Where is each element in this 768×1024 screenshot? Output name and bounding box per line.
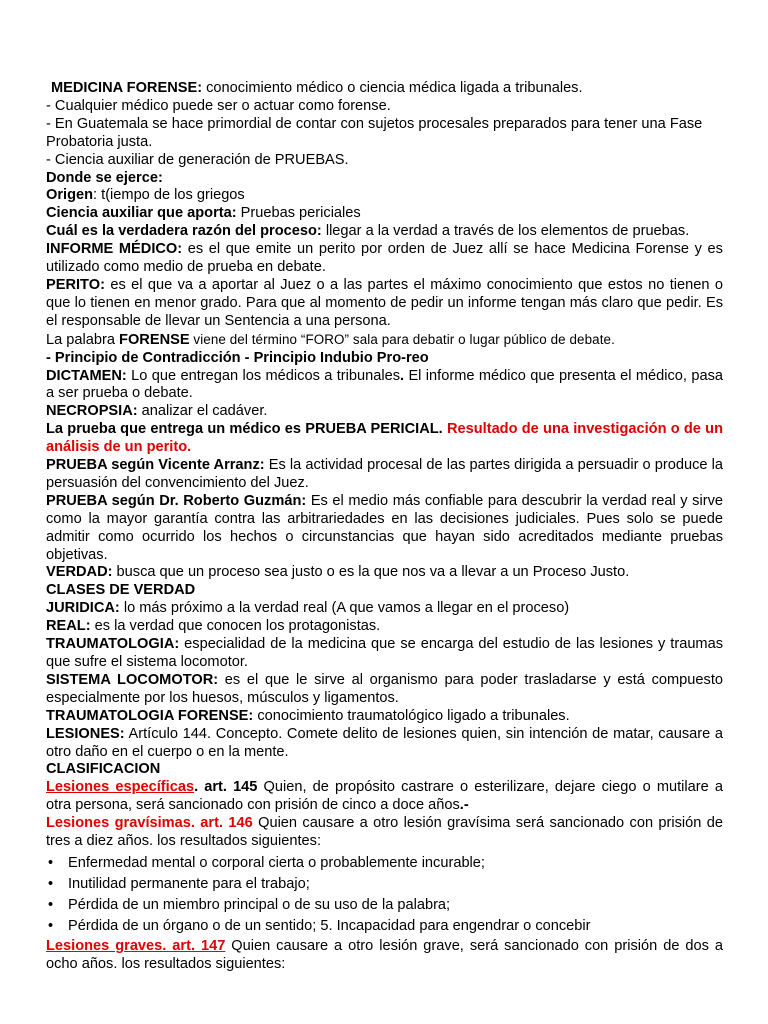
term-lesiones-gravisimas: Lesiones gravísimas. art. 146	[46, 815, 253, 832]
list-item	[46, 895, 723, 916]
bullet-icon: •	[48, 854, 54, 871]
definition-traumatologia-forense: conocimiento traumatológico ligado a tribunales.	[253, 707, 570, 724]
paragraph-palabra-forense	[46, 331, 723, 350]
term-traumatologia: TRAUMATOLOGIA:	[46, 636, 180, 653]
term-forense: FORENSE	[119, 331, 190, 348]
intro-palabra: La palabra	[46, 331, 120, 348]
paragraph-perito	[46, 277, 723, 331]
definition-razon-proceso: llegar a la verdad a través de los elementos de pruebas.	[321, 223, 690, 240]
term-informe-medico: INFORME MÉDICO:	[46, 241, 183, 258]
bullet-icon: •	[48, 875, 54, 892]
term-prueba-guzman: PRUEBA según Dr. Roberto Guzmán:	[46, 492, 307, 509]
term-lesiones-graves: Lesiones graves. art. 147	[46, 937, 226, 954]
term-juridica: JURIDICA:	[46, 600, 120, 617]
paragraph-traumatologia	[46, 636, 723, 672]
term-traumatologia-forense: TRAUMATOLOGIA FORENSE:	[46, 707, 254, 724]
paragraph-traumatologia-forense	[46, 708, 723, 726]
definition-origen: : t(iempo de los griegos	[93, 187, 245, 204]
definition-prueba-guzman: Es el medio más confiable para descubrir la verdad real y sirve como la mayor garantía contra las arbitrariedades en las decisiones judiciales. Pues solo se puede admitir como ocurrido los hechos o circunstancias que hayan sido acreditados mediante pruebas objetivas.	[46, 492, 723, 563]
list-item-text: Pérdida de un miembro principal o de su uso de la palabra;	[68, 896, 451, 913]
definition-lesiones-graves: Quien causare a otro lesión grave, será sancionado con prisión de dos a ocho años. los resultados siguientes:	[46, 937, 723, 972]
definition-juridica: lo más próximo a la verdad real (A que vamos a llegar en el proceso)	[119, 600, 570, 617]
definition-verdad: busca que un proceso sea justo o es la que nos va a llevar a un Proceso Justo.	[112, 564, 630, 581]
heading-clasificacion: CLASIFICACION	[46, 761, 161, 778]
definition-lesiones-gravisimas: Quien causare a otro lesión gravísima será sancionado con prisión de tres a diez años. los resultados siguientes:	[46, 815, 724, 850]
paragraph-necropsia	[46, 403, 723, 421]
list-item-text: Pérdida de un órgano o de un sentido; 5. Incapacidad para engendrar o concebir	[68, 917, 591, 934]
heading-donde-se-ejerce: Donde se ejerce:	[46, 169, 163, 186]
term-prueba-arranz: PRUEBA según Vicente Arranz:	[46, 457, 265, 474]
paragraph-cualquier-medico: - Cualquier médico puede ser o actuar como forense.	[46, 97, 391, 114]
lesiones-especificas-end: .-	[459, 797, 469, 814]
paragraph-ciencia-auxiliar-pruebas: - Ciencia auxiliar de generación de PRUEBAS.	[46, 151, 349, 168]
paragraph-prueba-arranz	[46, 457, 723, 493]
paragraph-razon-proceso	[46, 223, 723, 241]
term-lesiones-especificas: Lesiones específicas	[46, 779, 195, 796]
term-verdad: VERDAD:	[46, 564, 113, 581]
definition-dictamen: Lo que entregan los médicos a tribunales	[126, 367, 401, 384]
bullet-icon: •	[48, 917, 54, 934]
definition-ciencia-auxiliar: Pruebas periciales	[236, 205, 361, 222]
paragraph-informe-medico	[46, 241, 723, 277]
bullet-icon: •	[48, 896, 54, 913]
definition-real: es la verdad que conocen los protagonistas.	[90, 618, 381, 635]
definition-forense: viene del término “FORO” sala para debatir o lugar público de debate.	[189, 331, 615, 347]
paragraph-verdad	[46, 564, 723, 582]
paragraph-lesiones-graves	[46, 938, 723, 974]
definition-necropsia: analizar el cadáver.	[137, 403, 268, 420]
term-origen: Origen	[46, 187, 94, 204]
definition-prueba-arranz: Es la actividad procesal de las partes dirigida a persuadir o produce la persuasión del convencimiento del Juez.	[46, 457, 724, 491]
term-necropsia: NECROPSIA:	[46, 403, 138, 420]
definition-informe-medico: es el que emite un perito por orden de Juez allí se hace Medicina Forense y es utilizado como medio de prueba en debate.	[46, 241, 723, 276]
paragraph-sistema-locomotor	[46, 672, 723, 708]
paragraph-guatemala: - En Guatemala se hace primordial de contar con sujetos procesales preparados para tener una Fase Probatoria justa.	[46, 115, 703, 150]
term-dictamen: DICTAMEN:	[46, 367, 127, 384]
paragraph-origen	[46, 187, 723, 205]
definition-lesiones-especificas: Quien, de propósito castrare o esterilizare, dejare ciego o mutilare a otra persona, será sancionado con prisión de cinco a doce años	[46, 779, 723, 814]
definition-dictamen-2: El informe médico que presenta el médico, pasa a ser prueba o debate.	[46, 367, 724, 402]
paragraph-ciencia-auxiliar-aporta	[46, 205, 723, 223]
term-real: REAL:	[46, 618, 91, 635]
highlight-resultado: Resultado de una investigación o de un análisis de un perito.	[46, 421, 723, 456]
list-item-text: Enfermedad mental o corporal cierta o probablemente incurable;	[68, 854, 485, 871]
term-ciencia-auxiliar: Ciencia auxiliar que aporta:	[46, 205, 237, 222]
paragraph-lesiones	[46, 726, 723, 762]
definition-lesiones: Artículo 144. Concepto. Comete delito de lesiones quien, sin intención de matar, causare a otro daño en el cuerpo o en la mente.	[46, 725, 723, 760]
paragraph-real	[46, 618, 723, 636]
article-145: . art. 145	[194, 779, 258, 796]
term-razon-proceso: Cuál es la verdadera razón del proceso:	[46, 223, 322, 240]
list-item	[46, 853, 723, 874]
definition-medicina-forense: conocimiento médico o ciencia médica ligada a tribunales.	[202, 80, 583, 96]
term-perito: PERITO:	[46, 276, 105, 293]
paragraph-medicina-forense	[46, 80, 723, 98]
term-lesiones: LESIONES:	[46, 725, 125, 742]
paragraph-dictamen	[46, 368, 723, 404]
statement-prueba-pericial: La prueba que entrega un médico es PRUEBA PERICIAL.	[46, 421, 443, 438]
definition-sistema-locomotor: es el que le sirve al organismo para poder trasladarse y está compuesto especialmente por los huesos, músculos y ligamentos.	[46, 671, 723, 706]
list-item	[46, 916, 723, 937]
definition-perito: es el que va a aportar al Juez o a las partes el máximo conocimiento que estos no tienen o que lo tienen en menor grado. Para que al momento de pedir un informe tengan más claro que pedir. Es el responsable de llevar un Sentencia a una persona.	[46, 276, 723, 329]
paragraph-juridica	[46, 600, 723, 618]
term-medicina-forense: MEDICINA FORENSE:	[51, 80, 203, 96]
paragraph-lesiones-gravisimas	[46, 815, 723, 851]
paragraph-lesiones-especificas	[46, 779, 723, 815]
heading-principios: - Principio de Contradicción - Principio Indubio Pro-reo	[46, 349, 429, 366]
paragraph-prueba-pericial	[46, 421, 723, 457]
heading-clases-de-verdad: CLASES DE VERDAD	[46, 582, 196, 599]
list-item-text: Inutilidad permanente para el trabajo;	[68, 875, 310, 892]
definition-traumatologia: especialidad de la medicina que se encarga del estudio de las lesiones y traumas que sufre el sistema locomotor.	[46, 636, 723, 670]
paragraph-prueba-guzman	[46, 493, 723, 565]
list-item	[46, 874, 723, 895]
dictamen-period: .	[400, 367, 405, 384]
term-sistema-locomotor: SISTEMA LOCOMOTOR:	[46, 671, 219, 688]
bullet-list-resultados	[46, 853, 723, 937]
